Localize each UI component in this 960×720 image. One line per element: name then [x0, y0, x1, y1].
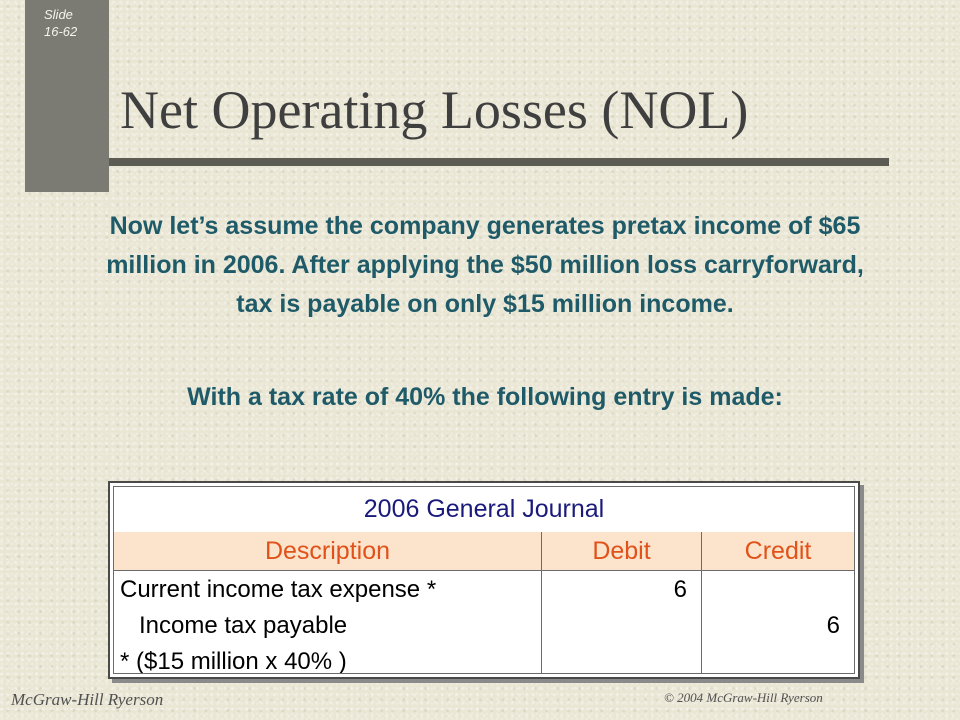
journal-body	[114, 570, 854, 673]
general-journal-table	[108, 481, 860, 679]
debit-column	[542, 570, 702, 673]
footer-copyright: © 2004 McGraw-Hill Ryerson	[664, 690, 823, 705]
journal-inner-frame	[113, 486, 855, 674]
entry-credit: 6	[826, 612, 840, 639]
header-credit: Credit	[744, 537, 812, 565]
journal-title-row	[114, 487, 854, 533]
title-underline	[109, 158, 889, 166]
journal-title: 2006 General Journal	[363, 495, 605, 523]
entry-debit: 6	[673, 576, 687, 603]
slide-label: Slide	[44, 7, 73, 22]
journal-note: * ($15 million x 40% )	[120, 648, 347, 673]
header-description: Description	[114, 532, 542, 570]
credit-column	[702, 570, 854, 673]
entry-description: Current income tax expense *	[120, 576, 437, 603]
entry-description: Income tax payable	[139, 612, 348, 639]
intro-paragraph: Now let’s assume the company generates pretax income of $65 million in 2006. After applying the $50 million loss carryforward, tax is payable on only $15 million income.	[106, 212, 864, 318]
slide-number-value: 16-62	[44, 24, 78, 39]
footer-publisher: McGraw-Hill Ryerson	[11, 690, 164, 709]
description-column	[114, 570, 542, 673]
tax-rate-paragraph: With a tax rate of 40% the following entry is made:	[187, 383, 783, 411]
header-debit: Debit	[542, 532, 702, 570]
journal-header-row	[114, 532, 854, 571]
slide-number	[44, 6, 100, 40]
slide-title: Net Operating Losses (NOL)	[120, 80, 749, 140]
